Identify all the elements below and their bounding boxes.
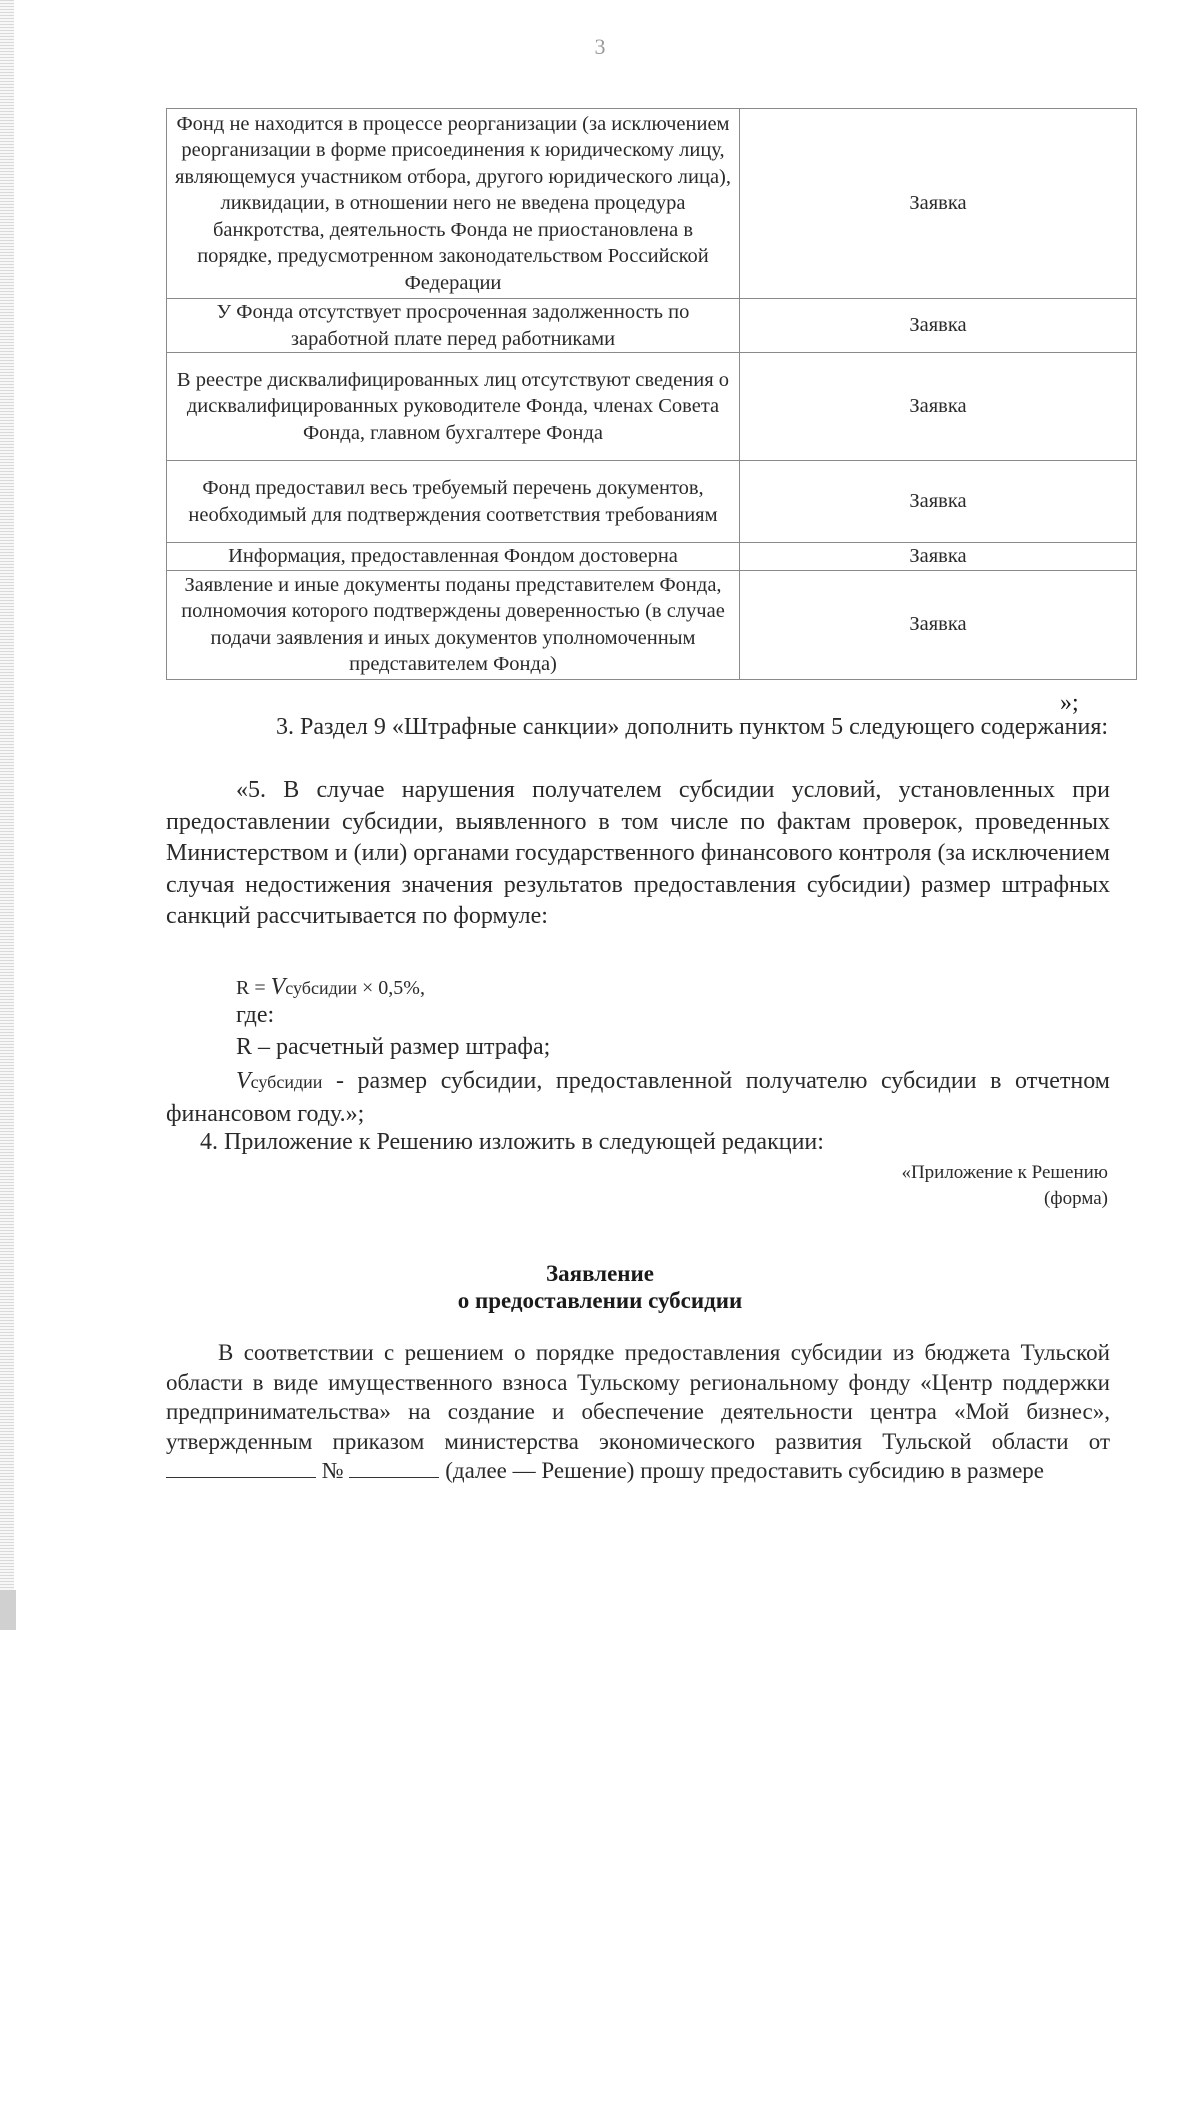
table-row	[167, 570, 1137, 679]
requirement-cell: У Фонда отсутствует просроченная задолженность по заработной плате перед работниками	[167, 299, 740, 353]
formula-rhs: × 0,5%,	[357, 977, 425, 999]
appendix-note-form: (форма)	[1043, 1188, 1108, 1209]
requirement-cell: Заявление и иные документы поданы представителем Фонда, полномочия которого подтверждены доверенностью (в случае подачи заявления и иных документов уполномоченным представителем Фонда)	[167, 570, 740, 679]
formula-lhs: R =	[236, 977, 271, 999]
table-row	[167, 543, 1137, 571]
page-number: 3	[594, 34, 606, 59]
application-text-part1: В соответствии с решением о порядке предоставления субсидии из бюджета Тульской области в виде имущественного взноса Тульскому региональному фонду «Центр поддержки предпринимательства» на создание и обеспечение деятельности центра «Мой бизнес», утвержденным приказом министерства экономического развития Тульской области от	[166, 1340, 1110, 1454]
table-row	[167, 109, 1137, 299]
requirement-cell: Фонд предоставил весь требуемый перечень документов, необходимый для подтверждения соответствия требованиям	[167, 461, 740, 543]
document-cell: Заявка	[740, 109, 1137, 299]
criteria-table	[166, 108, 1137, 680]
formula	[236, 974, 425, 1001]
application-title-line1: Заявление	[545, 1261, 655, 1286]
v-definition-text: - размер субсидии, предоставленной получателю субсидии в отчетном финансовом году.»;	[166, 1068, 1110, 1127]
document-cell: Заявка	[740, 299, 1137, 353]
requirement-cell: Информация, предоставленная Фондом достоверна	[167, 543, 740, 571]
requirement-cell: В реестре дисквалифицированных лиц отсутствуют сведения о дисквалифицированных руководителе Фонда, членах Совета Фонда, главном бухгалтере Фонда	[167, 353, 740, 461]
quote-close: »;	[1060, 690, 1079, 716]
application-title	[0, 1260, 1200, 1314]
requirement-cell: Фонд не находится в процессе реорганизации (за исключением реорганизации в форме присоединения к юридическому лицу, являющемуся участником отбора, другого юридического лица), ликвидации, в отношении него не введена процедура банкротства, деятельность Фонда не приостановлена в порядке, предусмотренном законодательством Российской Федерации	[167, 109, 740, 299]
v-definition	[166, 1066, 1110, 1130]
application-text-part2: (далее — Решение) прошу предоставить субсидию в размере	[439, 1458, 1045, 1483]
document-cell: Заявка	[740, 543, 1137, 571]
appendix-note-line: «Приложение к Решению	[901, 1162, 1108, 1183]
number-sign: №	[316, 1458, 350, 1483]
r-definition: R – расчетный размер штрафа;	[236, 1034, 551, 1060]
item-3-paragraph: 3. Раздел 9 «Штрафные санкции» дополнить пунктом 5 следующего содержания:	[276, 714, 1109, 740]
table-row	[167, 461, 1137, 543]
scan-edge-artifact-foot	[0, 1590, 16, 1630]
application-title-line2: о предоставлении субсидии	[457, 1288, 743, 1313]
date-blank	[166, 1457, 316, 1478]
table-row	[167, 299, 1137, 353]
number-blank	[349, 1457, 439, 1478]
where-label: где:	[236, 1002, 275, 1028]
table-row	[167, 353, 1137, 461]
formula-v: V	[270, 974, 286, 1000]
application-paragraph	[166, 1338, 1110, 1486]
appendix-note	[901, 1160, 1108, 1212]
document-cell: Заявка	[740, 461, 1137, 543]
item-5-paragraph: «5. В случае нарушения получателем субсидии условий, установленных при предоставлении субсидии, выявленного в том числе по фактам проверок, проведенных Министерством и (или) органами государственного финансового контроля (за исключением случая недостижения значения результатов предоставления субсидии) размер штрафных санкций рассчитывается по формуле:	[166, 777, 1110, 929]
item-4-paragraph: 4. Приложение к Решению изложить в следующей редакции:	[200, 1129, 824, 1155]
formula-v-sub: субсидии	[285, 978, 358, 998]
v-definition-symbol: V	[236, 1068, 251, 1094]
scan-edge-artifact	[0, 0, 14, 1630]
document-cell: Заявка	[740, 570, 1137, 679]
v-definition-sub: субсидии	[250, 1072, 323, 1092]
document-cell: Заявка	[740, 353, 1137, 461]
